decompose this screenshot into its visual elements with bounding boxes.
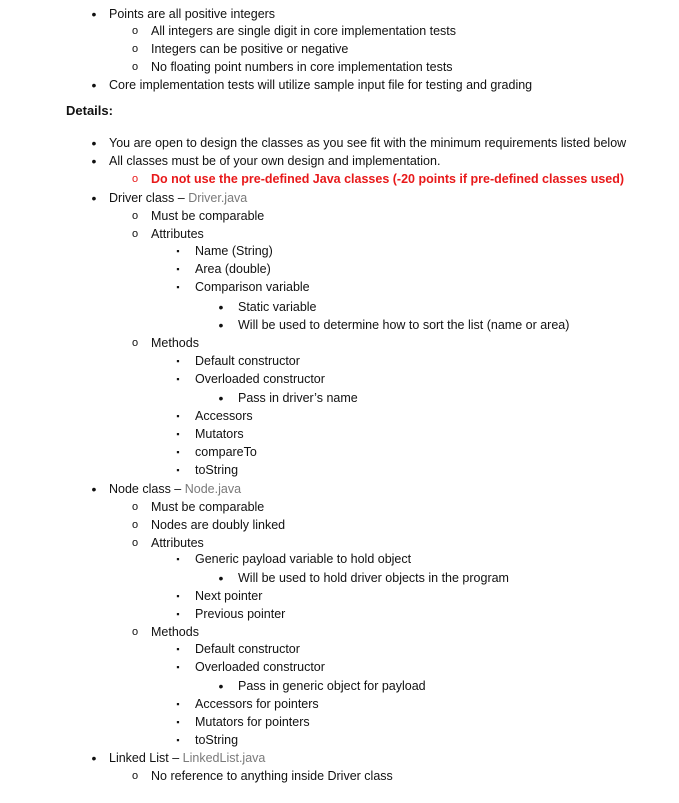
list-item-text: Must be comparable: [151, 209, 265, 223]
list-item-text: toString: [195, 733, 239, 747]
list-item: [109, 750, 265, 766]
list-item: [195, 426, 244, 442]
list-item-text: Comparison variable: [195, 280, 310, 294]
list-item-text: Core implementation tests will utilize sample input file for testing and grading: [109, 78, 533, 92]
list-item: [238, 390, 358, 406]
list-bullet-level-3: ▪: [176, 717, 180, 727]
list-item-text: Methods: [151, 625, 199, 639]
list-item: [109, 153, 440, 169]
list-bullet-level-2: o: [131, 25, 139, 37]
list-item: [151, 517, 285, 533]
list-item: [195, 696, 319, 712]
list-item: [151, 535, 204, 551]
list-bullet-level-4: •: [218, 299, 224, 315]
list-item: [195, 261, 271, 277]
list-bullet-level-3: ▪: [176, 554, 180, 564]
list-item: [151, 208, 264, 224]
list-bullet-level-2: o: [131, 770, 139, 782]
list-bullet-level-2: o: [131, 337, 139, 349]
list-bullet-level-3: ▪: [176, 356, 180, 366]
list-item: [238, 570, 509, 586]
list-item: [151, 499, 264, 515]
list-bullet-level-3: ▪: [176, 735, 180, 745]
list-item-text: Must be comparable: [151, 500, 265, 514]
list-bullet-level-4: •: [218, 390, 224, 406]
list-bullet-level-3: ▪: [176, 644, 180, 654]
list-item-text: Attributes: [151, 536, 204, 550]
list-item-text: Mutators: [195, 427, 244, 441]
list-item-text: Pass in generic object for payload: [238, 679, 426, 693]
list-item: [151, 41, 348, 57]
list-item: [195, 659, 325, 675]
list-bullet-level-1: •: [91, 481, 97, 497]
list-bullet-level-4: •: [218, 570, 224, 586]
list-bullet-level-3: ▪: [176, 282, 180, 292]
list-item: [238, 299, 317, 315]
list-item-text: Methods: [151, 336, 199, 350]
list-item-text: Static variable: [238, 300, 317, 314]
details-heading: Details:: [66, 103, 113, 118]
list-bullet-level-3: ▪: [176, 447, 180, 457]
list-bullet-level-3: ▪: [176, 264, 180, 274]
list-item: [195, 353, 300, 369]
list-item: [195, 444, 257, 460]
list-bullet-level-2: o: [131, 210, 139, 222]
list-item: [195, 732, 238, 748]
list-item-text: No reference to anything inside Driver class: [151, 769, 393, 783]
list-bullet-level-1: •: [91, 77, 97, 93]
file-name: Node.java: [184, 482, 242, 496]
list-bullet-level-1: •: [91, 135, 97, 151]
list-item-text: All classes must be of your own design and implementation.: [109, 154, 441, 168]
list-item: [151, 624, 199, 640]
file-name: LinkedList.java: [182, 751, 266, 765]
list-item: [195, 462, 238, 478]
list-item: [151, 768, 393, 784]
list-bullet-level-3: ▪: [176, 411, 180, 421]
list-bullet-level-3: ▪: [176, 246, 180, 256]
list-bullet-level-1: •: [91, 190, 97, 206]
list-item: [195, 408, 253, 424]
list-item-text: Default constructor: [195, 354, 300, 368]
list-item-text: Will be used to hold driver objects in the program: [238, 571, 509, 585]
list-item-text: Area (double): [195, 262, 271, 276]
list-item-text: Attributes: [151, 227, 204, 241]
list-item: [238, 317, 569, 333]
list-item: [195, 714, 310, 730]
list-item: [109, 6, 275, 22]
list-item-text: All integers are single digit in core implementation tests: [151, 24, 457, 38]
list-item: [151, 59, 453, 75]
list-item-text: Points are all positive integers: [109, 7, 276, 21]
list-bullet-level-2: o: [131, 43, 139, 55]
list-item: [109, 481, 241, 497]
list-item-text: Driver class –: [109, 191, 189, 205]
list-item: [195, 588, 262, 604]
list-item: [109, 77, 532, 93]
list-item-text: Next pointer: [195, 589, 263, 603]
list-item: [151, 23, 456, 39]
list-bullet-level-4: •: [218, 317, 224, 333]
list-bullet-level-3: ▪: [176, 465, 180, 475]
list-bullet-level-4: •: [218, 678, 224, 694]
list-item-text: Do not use the pre-defined Java classes (-20 points if pre-defined classes used): [151, 172, 625, 186]
list-bullet-level-2: o: [131, 626, 139, 638]
list-item: [151, 226, 204, 242]
file-name: Driver.java: [188, 191, 248, 205]
list-bullet-level-2: o: [131, 228, 139, 240]
list-item-text: Previous pointer: [195, 607, 286, 621]
list-item-text: Pass in driver’s name: [238, 391, 358, 405]
list-item-text: toString: [195, 463, 239, 477]
list-item-text: Nodes are doubly linked: [151, 518, 286, 532]
list-bullet-level-3: ▪: [176, 699, 180, 709]
list-item: [195, 243, 273, 259]
list-bullet-level-2: o: [131, 537, 139, 549]
list-item-text: Linked List –: [109, 751, 183, 765]
list-item: [151, 171, 624, 187]
list-item-text: Will be used to determine how to sort the list (name or area): [238, 318, 570, 332]
list-bullet-level-3: ▪: [176, 662, 180, 672]
list-bullet-level-2: o: [131, 519, 139, 531]
list-item-text: compareTo: [195, 445, 257, 459]
list-bullet-level-1: •: [91, 750, 97, 766]
list-item-text: Mutators for pointers: [195, 715, 310, 729]
list-bullet-level-3: ▪: [176, 374, 180, 384]
list-item-text: Default constructor: [195, 642, 300, 656]
list-bullet-level-3: ▪: [176, 591, 180, 601]
list-item: [109, 190, 247, 206]
list-item: [109, 135, 626, 151]
list-bullet-level-3: ▪: [176, 429, 180, 439]
list-bullet-level-2: o: [131, 501, 139, 513]
list-bullet-level-1: •: [91, 153, 97, 169]
list-item: [195, 371, 325, 387]
list-item: [238, 678, 426, 694]
list-item-text: Name (String): [195, 244, 273, 258]
list-bullet-level-2: o: [131, 61, 139, 73]
list-item-text: Integers can be positive or negative: [151, 42, 349, 56]
list-item-text: Accessors for pointers: [195, 697, 319, 711]
list-bullet-level-2: o: [131, 173, 139, 185]
list-bullet-level-3: ▪: [176, 609, 180, 619]
list-item: [195, 551, 411, 567]
list-item-text: No floating point numbers in core implementation tests: [151, 60, 453, 74]
list-item: [151, 335, 199, 351]
list-item: [195, 641, 300, 657]
list-item-text: Generic payload variable to hold object: [195, 552, 412, 566]
list-item-text: Overloaded constructor: [195, 660, 325, 674]
list-item-text: Overloaded constructor: [195, 372, 325, 386]
list-bullet-level-1: •: [91, 6, 97, 22]
list-item-text: Accessors: [195, 409, 253, 423]
list-item: [195, 279, 310, 295]
list-item: [195, 606, 285, 622]
list-item-text: You are open to design the classes as you see fit with the minimum requirements listed below: [109, 136, 627, 150]
list-item-text: Node class –: [109, 482, 185, 496]
